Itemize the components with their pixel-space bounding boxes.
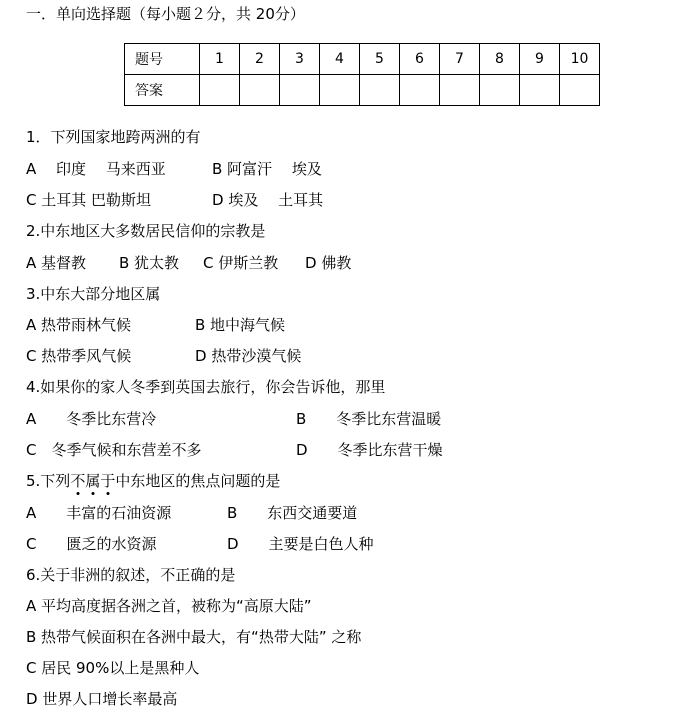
emphasis-char: 于 <box>100 472 116 490</box>
question-5-option-b: B 东西交通要道 <box>227 504 358 522</box>
question-1-stem: 1．下列国家地跨两洲的有 <box>26 128 201 146</box>
question-2-option-d: D 佛教 <box>305 254 352 272</box>
answer-cell[interactable] <box>480 75 520 106</box>
question-number-header: 题号 <box>125 44 200 75</box>
question-number: 1 <box>200 44 240 75</box>
question-number: 8 <box>480 44 520 75</box>
question-3-option-a: A 热带雨林气候 <box>26 316 132 334</box>
question-4-option-c: C 冬季气候和东营差不多 <box>26 441 202 459</box>
question-5-stem-after: 中东地区的焦点问题的是 <box>115 472 281 490</box>
answer-cell[interactable] <box>200 75 240 106</box>
question-4-stem: 4.如果你的家人冬季到英国去旅行，你会告诉他，那里 <box>26 378 386 396</box>
answer-cell[interactable] <box>360 75 400 106</box>
emphasis-char: 不 <box>70 472 86 490</box>
question-6-stem: 6.关于非洲的叙述，不正确的是 <box>26 566 236 584</box>
answer-cell[interactable] <box>400 75 440 106</box>
question-3-option-d: D 热带沙漠气候 <box>195 347 302 365</box>
question-number: 5 <box>360 44 400 75</box>
question-number: 6 <box>400 44 440 75</box>
question-5-emphasis <box>70 472 115 490</box>
question-5-option-a: A 丰富的石油资源 <box>26 504 172 522</box>
question-1-option-a: A 印度 马来西亚 <box>26 160 166 178</box>
answer-cell[interactable] <box>320 75 360 106</box>
answer-cell[interactable] <box>280 75 320 106</box>
answer-row <box>125 75 600 106</box>
question-number: 9 <box>520 44 560 75</box>
question-4-option-d: D 冬季比东营干燥 <box>296 441 443 459</box>
question-2-stem: 2.中东地区大多数居民信仰的宗教是 <box>26 222 266 240</box>
question-number: 4 <box>320 44 360 75</box>
question-2-option-c: C 伊斯兰教 <box>203 254 279 272</box>
question-6-option-d: D 世界人口增长率最高 <box>26 690 178 708</box>
question-5-option-c: C 匮乏的水资源 <box>26 535 157 553</box>
question-2-option-b: B 犹太教 <box>119 254 180 272</box>
question-5-stem-before: 5.下列 <box>26 472 71 490</box>
question-4-option-b: B 冬季比东营温暖 <box>296 410 442 428</box>
emphasis-char: 属 <box>85 472 101 490</box>
question-5-option-d: D 主要是白色人种 <box>227 535 374 553</box>
answer-table <box>124 43 600 106</box>
answer-cell[interactable] <box>440 75 480 106</box>
question-1-option-c: C 土耳其 巴勒斯坦 <box>26 191 152 209</box>
question-number: 7 <box>440 44 480 75</box>
question-3-option-c: C 热带季风气候 <box>26 347 132 365</box>
answer-cell[interactable] <box>560 75 600 106</box>
question-number: 2 <box>240 44 280 75</box>
answer-cell[interactable] <box>240 75 280 106</box>
answer-header: 答案 <box>125 75 200 106</box>
question-6-option-b: B 热带气候面积在各洲中最大，有“热带大陆” 之称 <box>26 628 362 646</box>
question-number-row <box>125 44 600 75</box>
question-3-stem: 3.中东大部分地区属 <box>26 285 161 303</box>
question-6-option-a: A 平均高度据各洲之首，被称为“高原大陆” <box>26 597 312 615</box>
question-number: 3 <box>280 44 320 75</box>
question-3-option-b: B 地中海气候 <box>195 316 286 334</box>
question-5-stem <box>26 472 280 490</box>
question-6-option-c: C 居民 90%以上是黑种人 <box>26 659 200 677</box>
question-1-option-d: D 埃及 土耳其 <box>212 191 324 209</box>
question-number: 10 <box>560 44 600 75</box>
question-2-option-a: A 基督教 <box>26 254 87 272</box>
answer-cell[interactable] <box>520 75 560 106</box>
question-4-option-a: A 冬季比东营冷 <box>26 410 157 428</box>
question-1-option-b: B 阿富汗 埃及 <box>212 160 322 178</box>
section-title: 一．单向选择题（每小题２分，共 20分） <box>26 5 305 23</box>
